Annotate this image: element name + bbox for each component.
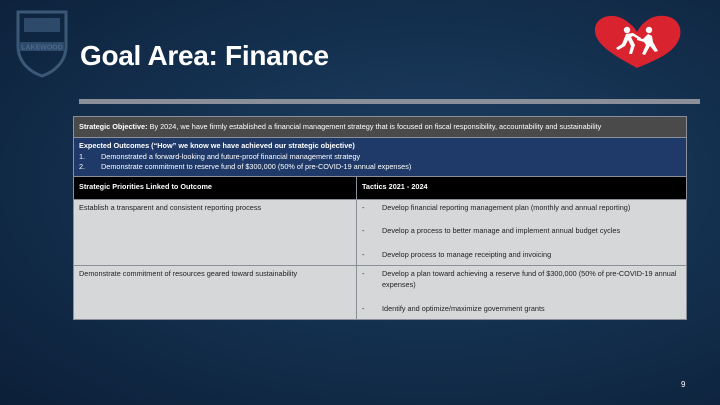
tactic-item: - Identify and optimize/maximize government grants	[362, 303, 545, 313]
tactic-text: Identify and optimize/maximize government grants	[382, 303, 545, 313]
objective-label: Strategic Objective:	[79, 121, 148, 131]
outcome-item	[79, 162, 681, 173]
tactic-item: - Develop process to manage receipting and invoicing	[362, 249, 552, 259]
slide-title: Goal Area: Finance	[80, 40, 329, 71]
tactics-list	[362, 269, 681, 314]
tactics-list	[362, 203, 681, 261]
tactic-text: Develop process to manage receipting and invoicing	[382, 249, 552, 259]
tactic-item: - Develop a process to better manage and implement annual budget cycles	[362, 226, 621, 236]
outcome-number: 1.	[79, 151, 86, 161]
title-divider	[79, 99, 700, 104]
tactics-header: Tactics 2021 - 2024	[357, 176, 687, 199]
outcome-number: 2.	[79, 162, 86, 172]
priorities-header: Strategic Priorities Linked to Outcome	[74, 176, 357, 199]
priority-cell: Establish a transparent and consistent reporting process	[74, 199, 357, 266]
outcomes-cell	[74, 138, 687, 177]
tactics-cell	[357, 199, 687, 266]
finance-strategy-table	[73, 116, 687, 320]
tactic-text: Develop financial reporting management plan (monthly and annual reporting)	[382, 202, 631, 212]
tactic-item: - Develop financial reporting management plan (monthly and annual reporting)	[362, 202, 631, 212]
table-row	[74, 266, 687, 320]
outcome-text: Demonstrate commitment to reserve fund of $300,000 (50% of pre-COVID-19 annual expenses)	[101, 162, 412, 172]
objective-text: By 2024, we have firmly established a financial management strategy that is focused on fiscal responsibility, accountability and sustainability	[147, 121, 602, 131]
objective-row	[74, 117, 687, 138]
table-row	[74, 199, 687, 266]
objective-cell	[74, 117, 687, 138]
tactic-item: - Develop a plan toward achieving a reserve fund of $300,000 (50% of pre-COVID-19 annual expenses)	[362, 269, 681, 290]
page-number: 9	[681, 380, 686, 389]
outcomes-heading: Expected Outcomes (“How” we know we have achieved our strategic objective)	[79, 141, 355, 150]
column-header-row	[74, 176, 687, 199]
crest-text: LAKEWOOD	[21, 44, 63, 52]
tactics-cell	[357, 266, 687, 320]
outcomes-row	[74, 138, 687, 177]
tactic-text: Develop a plan toward achieving a reserve fund of $300,000 (50% of pre-COVID-19 annual expenses)	[382, 269, 677, 290]
outcome-item	[79, 152, 681, 163]
lakewood-crest-logo	[14, 8, 70, 78]
outcome-text: Demonstrated a forward-looking and future-proof financial management strategy	[101, 151, 361, 161]
priority-cell: Demonstrate commitment of resources geared toward sustainability	[74, 266, 357, 320]
heart-logo-icon	[585, 12, 690, 70]
tactic-text: Develop a process to better manage and implement annual budget cycles	[382, 226, 621, 236]
outcomes-list	[79, 152, 681, 173]
